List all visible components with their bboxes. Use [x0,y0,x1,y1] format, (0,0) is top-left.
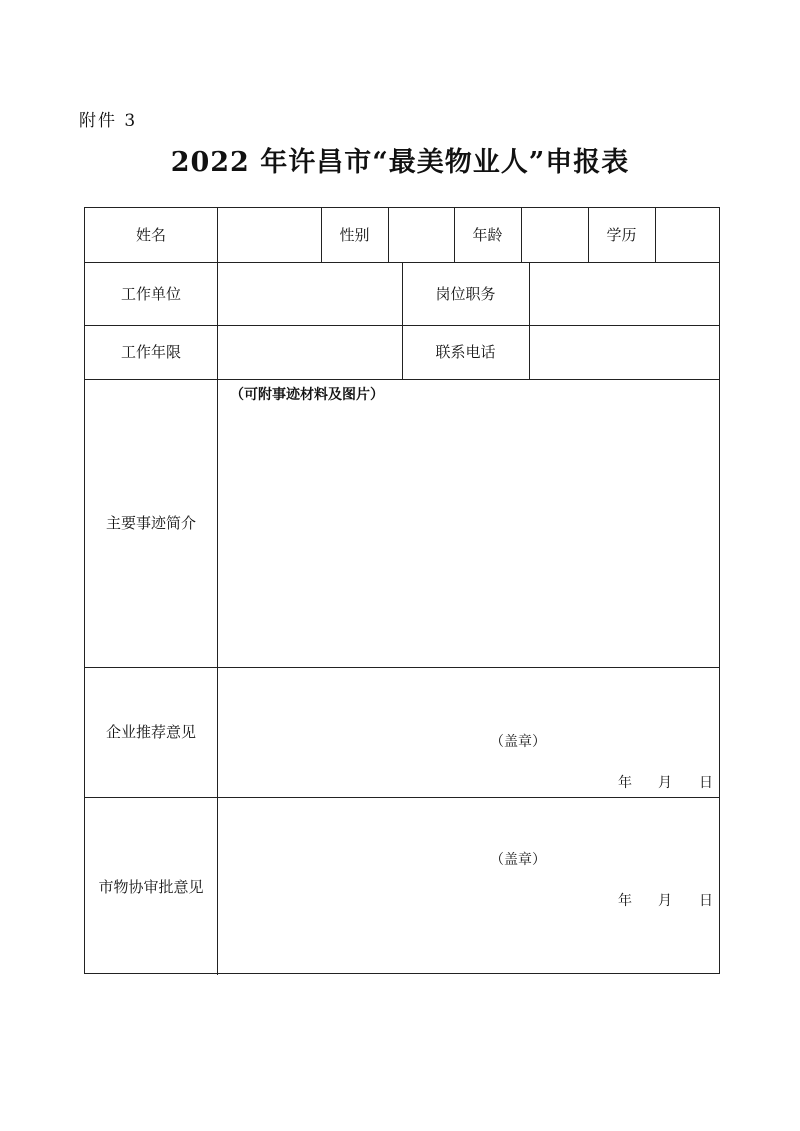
company-month-label: 月 [658,775,672,791]
main-deeds-label: 主要事迹简介 [105,514,196,532]
education-field[interactable] [656,209,719,261]
page-title: 2022 年许昌市“最美物业人”申报表 [170,147,630,178]
gender-label: 性别 [339,226,370,244]
name-label: 姓名 [135,226,166,244]
row-divider [85,667,719,668]
phone-field[interactable] [530,326,719,378]
row-divider [85,379,719,380]
age-label: 年龄 [472,226,503,244]
work-years-label: 工作年限 [120,343,181,361]
workplace-field[interactable] [218,263,401,324]
city-opinion-label: 市物协审批意见 [98,878,204,896]
city-day-label: 日 [699,893,713,909]
gender-field[interactable] [389,209,453,261]
city-seal-label: （盖章） [490,852,546,868]
row-divider [85,797,719,798]
name-field[interactable] [218,209,320,261]
company-opinion-label: 企业推荐意见 [105,723,196,741]
application-form-table [84,207,720,974]
company-seal-label: （盖章） [490,734,546,750]
age-field[interactable] [522,209,587,261]
work-years-field[interactable] [218,326,401,378]
company-year-label: 年 [618,775,632,791]
attachment-label: 附件 3 [79,111,138,131]
attachment-note: （可附事迹材料及图片） [230,387,384,403]
phone-label: 联系电话 [435,343,496,361]
position-field[interactable] [530,263,719,324]
workplace-label: 工作单位 [120,285,181,303]
company-day-label: 日 [699,775,713,791]
main-deeds-field[interactable] [218,408,719,666]
city-year-label: 年 [618,893,632,909]
education-label: 学历 [606,226,637,244]
position-label: 岗位职务 [435,285,496,303]
city-month-label: 月 [658,893,672,909]
